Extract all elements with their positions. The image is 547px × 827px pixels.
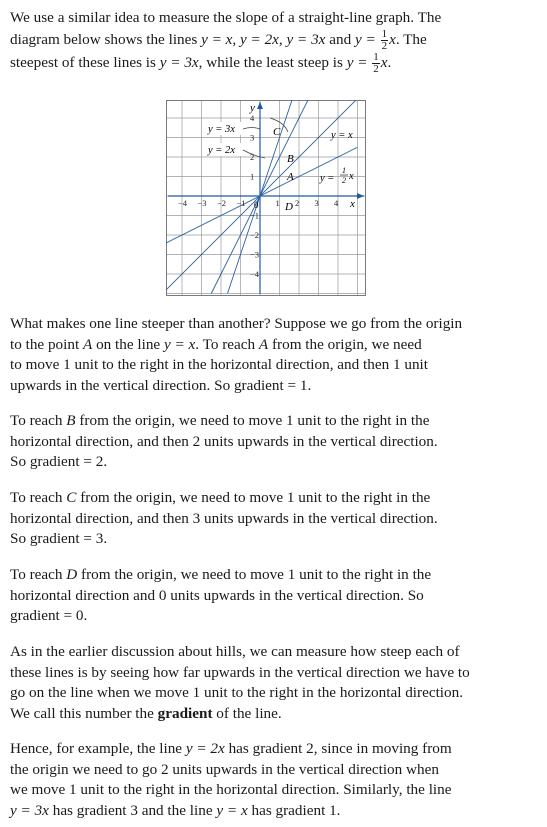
text: We call this number the [10, 704, 154, 722]
text: To reach [10, 489, 63, 506]
y-tick-label: −4 [250, 269, 260, 279]
text: Hence, for example, the line [10, 740, 183, 757]
text: To reach [10, 412, 63, 429]
label-y-x: y = x [331, 130, 353, 141]
x-tick-label: 4 [334, 198, 339, 208]
x-tick-label: 3 [314, 198, 319, 208]
y-tick-label: −1 [250, 210, 260, 221]
y-axis-arrow-icon [257, 102, 263, 109]
text: upwards in the vertical direction. So gradient = 1. [10, 376, 312, 394]
intro-text: , while the least steep is [198, 53, 343, 71]
text: has gradient 2, since in moving from [228, 740, 452, 757]
intro-equation: y = 3x [159, 53, 199, 71]
point-name: D [66, 566, 78, 583]
diagram-svg [166, 100, 366, 296]
text: from the origin, we need [271, 335, 422, 353]
text: we move 1 unit to the right in the horizontal direction. Similarly, the line [10, 781, 452, 799]
equation: y = 2x [185, 740, 225, 757]
x-tick-label: −3 [197, 198, 207, 208]
text: So gradient = 3. [10, 530, 108, 548]
text: To reach [10, 566, 63, 583]
intro-text: diagram below shows the lines [10, 30, 198, 48]
text: has gradient 3 and the line [52, 801, 213, 819]
x-tick-label: 1 [275, 198, 280, 208]
text: the origin we need to go 2 units upwards in the vertical direction when [10, 760, 439, 778]
label-y-half-x-num: 1 [342, 166, 346, 175]
plotted-lines [166, 100, 358, 294]
text: from the origin, we need to move 1 unit to the right in the [80, 489, 431, 506]
intro-equation: y = [346, 53, 368, 71]
point-label-D: D [285, 201, 293, 213]
label-y-half-x-var: x [349, 171, 354, 182]
intro-text: and [329, 30, 352, 48]
intro-variable: x [380, 53, 388, 71]
paragraph-gradient-definition [10, 642, 540, 724]
y-tick-label: 3 [250, 132, 255, 143]
intro-line-1: We use a similar idea to measure the slope of a straight-line graph. The [10, 9, 442, 26]
y-tick-label: −3 [250, 249, 260, 260]
paragraph-point-a [10, 314, 540, 396]
y-tick-label: 4 [250, 113, 255, 123]
text: to move 1 unit to the right in the horizontal direction, and then 1 unit [10, 356, 428, 374]
label-y-half-x-den: 2 [342, 176, 346, 185]
point-label-A: A [287, 171, 294, 183]
text: to the point [10, 335, 80, 353]
equation: y = 3x [10, 801, 49, 819]
paragraph-point-c [10, 488, 540, 550]
text: has gradient 1. [251, 801, 341, 819]
text: . To reach [195, 335, 256, 353]
text: gradient = 0. [10, 607, 88, 625]
text: from the origin, we need to move 1 unit to the right in the [79, 412, 430, 429]
intro-text: steepest of these lines is [10, 53, 156, 71]
point-name: B [66, 412, 76, 429]
text: So gradient = 2. [10, 453, 108, 471]
y-tick-label: −2 [250, 230, 260, 240]
fraction-half: $\frac{1}{2}$ [381, 27, 388, 52]
label-y-half-x-lhs: y = [320, 173, 335, 184]
intro-equations: y = x, y = 2x, y = 3x [201, 30, 326, 48]
intro-equation: y = [354, 30, 376, 48]
x-tick-label: −2 [217, 198, 227, 208]
text: horizontal direction and 0 units upwards in the vertical direction. So [10, 586, 424, 604]
x-tick-label: −1 [236, 198, 246, 208]
label-leader-3x [243, 128, 260, 130]
point-name: A [258, 335, 269, 353]
y-tick-label: 2 [250, 152, 255, 162]
text: What makes one line steeper than another? Suppose we go from the origin [10, 315, 463, 332]
origin-label: 0 [254, 200, 259, 210]
text: go on the line when we move 1 unit to the right in the horizontal direction. [10, 684, 463, 702]
x-axis-label: x [350, 198, 355, 210]
equation: y = x [216, 801, 248, 819]
x-axis-arrow-icon [357, 193, 364, 199]
point-label-B: B [287, 153, 294, 165]
fraction-half: $\frac{1}{2}$ [373, 50, 379, 75]
text: from the origin, we need to move 1 unit to the right in the [81, 566, 432, 583]
text: As in the earlier discussion about hills, we can measure how steep each of [10, 643, 460, 660]
line-y-x [166, 100, 358, 294]
text: of the line. [216, 704, 282, 722]
term-gradient: gradient [157, 704, 213, 722]
point-label-C: C [273, 126, 281, 138]
intro-variable: x [389, 30, 396, 48]
intro-text: . The [395, 30, 427, 48]
paragraph-point-b [10, 411, 540, 473]
text: on the line [96, 335, 161, 353]
text: these lines is by seeing how far upwards in the vertical direction we have to [10, 663, 470, 681]
text: horizontal direction, and then 2 units upwards in the vertical direction. [10, 432, 438, 450]
point-name: A [82, 335, 93, 353]
y-axis-label: y [250, 102, 255, 114]
x-tick-label: 2 [295, 198, 300, 208]
label-y-3x: y = 3x [208, 124, 235, 135]
label-y-2x: y = 2x [208, 145, 235, 156]
paragraph-point-d [10, 565, 540, 627]
intro-paragraph [10, 8, 540, 75]
point-name: C [66, 489, 77, 506]
x-tick-label: −4 [178, 198, 188, 208]
paragraph-example [10, 739, 540, 821]
equation: y = x [163, 335, 196, 353]
text: horizontal direction, and then 3 units upwards in the vertical direction. [10, 509, 438, 527]
gradient-diagram [166, 100, 366, 296]
y-tick-label: 1 [250, 171, 255, 182]
intro-text: . [387, 53, 392, 71]
